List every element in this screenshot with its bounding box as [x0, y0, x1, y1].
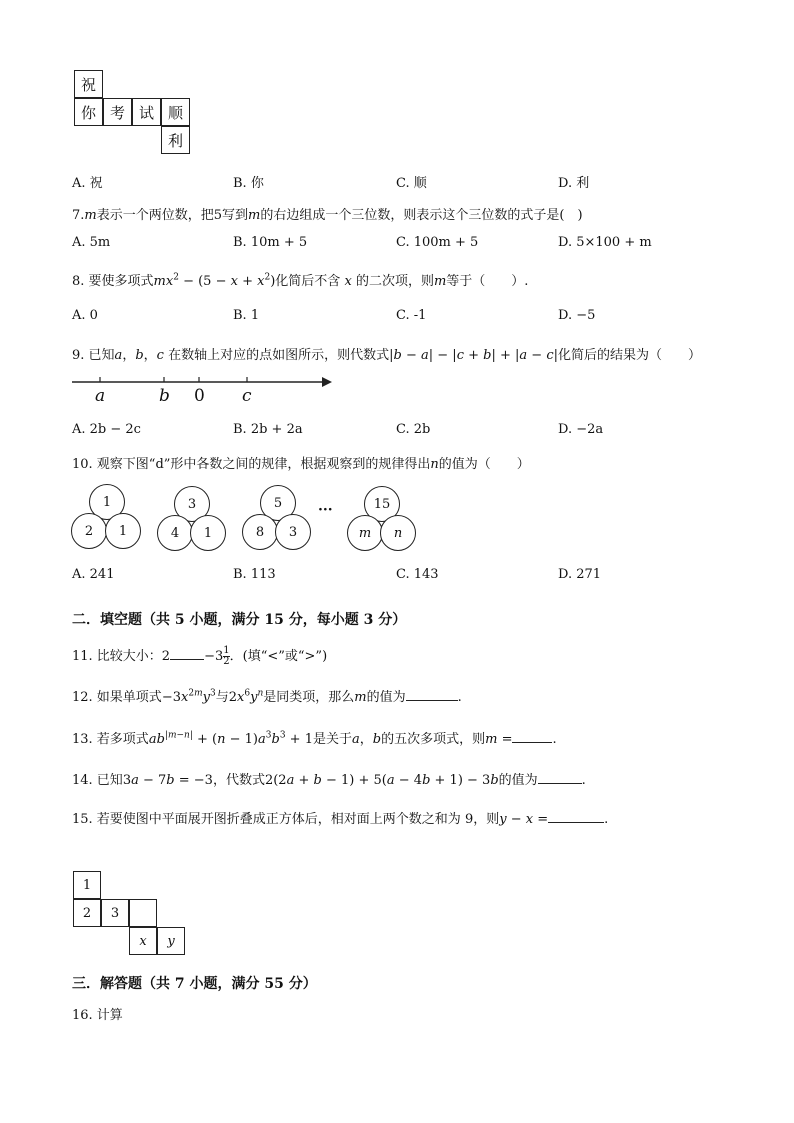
circle-ellipsis: ···	[318, 502, 333, 518]
q10-stem: 10. 观察下图“d”形中各数之间的规律，根据观察到的规律得出n的值为（ ）	[72, 457, 530, 472]
q12-stem: 12. 如果单项式$-3x^{2m}y^3$与$2x^6y^n$是同类项，那么m的值为 .	[72, 688, 462, 705]
circle-2-left: 4	[157, 515, 193, 551]
cube-net-cell-y: y	[157, 927, 185, 955]
circle-1-left: 2	[71, 513, 107, 549]
circle-4-left: m	[347, 515, 383, 551]
q7-option-d: D. 5×100 + m	[558, 235, 652, 250]
q9-option-c: C. 2b	[396, 422, 431, 437]
number-line-label-b: b	[159, 386, 170, 406]
circle-4-right: n	[380, 515, 416, 551]
q16-stem: 16. 计算	[72, 1008, 123, 1023]
q9-option-d: D. −2a	[558, 422, 604, 437]
q10-option-c: C. 143	[396, 567, 439, 582]
q11-stem: 11. 比较大小：2 −3 $\frac{1}{2}$ ．(填“<”或“>”)	[72, 645, 328, 667]
q7-option-c: C. 100m + 5	[396, 235, 479, 250]
q7-option-b: B. 10m + 5	[233, 235, 308, 250]
q6-option-c: C. 顺	[396, 176, 427, 191]
q6-option-d: D. 利	[558, 176, 590, 191]
net-cell-ni: 你	[74, 98, 103, 126]
q10-option-a: A. 241	[72, 567, 115, 582]
q8-option-b: B. 1	[233, 308, 260, 323]
q6-option-b: B. 你	[233, 176, 264, 191]
net-cell-zhu: 祝	[74, 70, 103, 98]
net-cell-shun: 顺	[161, 98, 190, 126]
circle-2-right: 1	[190, 515, 226, 551]
q7-stem: 7.m表示一个两位数，把5写到m的右边组成一个三位数，则表示这个三位数的式子是( )	[72, 208, 583, 223]
q10-option-d: D. 271	[558, 567, 602, 582]
number-line	[70, 372, 340, 412]
q9-option-b: B. 2b + 2a	[233, 422, 303, 437]
cube-net-cell-2: 2	[73, 899, 101, 927]
cube-net-cell-blank	[129, 899, 157, 927]
q8-option-d: D. −5	[558, 308, 596, 323]
q9-stem: 9. 已知a，b，c 在数轴上对应的点如图所示，则代数式|b − a| − |c + b| + |a − c|化简后的结果为（ ）	[72, 348, 702, 363]
net-cell-li: 利	[161, 126, 190, 154]
cube-net-cell-1: 1	[73, 871, 101, 899]
q7-option-a: A. 5m	[72, 235, 111, 250]
number-line-label-a: a	[95, 386, 106, 406]
number-line-label-c: c	[242, 386, 252, 406]
circle-4-top: 15	[364, 486, 400, 522]
cube-net-cell-3: 3	[101, 899, 129, 927]
q10-option-b: B. 113	[233, 567, 276, 582]
q13-stem: 13. 若多项式$ab^{|m-n|} + (n - 1)a^3b^3 + 1$是关于a，b的五次多项式，则m = .	[72, 730, 557, 747]
q14-stem: 14. 已知3a − 7b = −3，代数式2(2a + b − 1) + 5(a − 4b + 1) − 3b的值为 .	[72, 773, 586, 788]
section-2-heading: 二．填空题（共 5 小题，满分 15 分，每小题 3 分）	[72, 612, 407, 628]
q8-option-a: A. 0	[72, 308, 98, 323]
circle-3-top: 5	[260, 485, 296, 521]
circle-1-top: 1	[89, 484, 125, 520]
circle-2-top: 3	[174, 486, 210, 522]
net-cell-shi: 试	[132, 98, 161, 126]
section-3-heading: 三．解答题（共 7 小题，满分 55 分）	[72, 976, 317, 992]
circle-3-left: 8	[242, 514, 278, 550]
q9-option-a: A. 2b − 2c	[72, 422, 141, 437]
circle-1-right: 1	[105, 513, 141, 549]
q8-stem: 8. 要使多项式$mx^2 - (5 - x + x^2)$化简后不含 x 的二次项，则m等于（ ）.	[72, 272, 529, 289]
circle-3-right: 3	[275, 514, 311, 550]
net-cell-kao: 考	[103, 98, 132, 126]
q6-option-a: A. 祝	[72, 176, 103, 191]
number-line-label-zero: 0	[194, 386, 205, 406]
cube-net-cell-x: x	[129, 927, 157, 955]
q15-stem: 15. 若要使图中平面展开图折叠成正方体后，相对面上两个数之和为 9，则y − x = .	[72, 812, 609, 827]
q8-option-c: C. -1	[396, 308, 427, 323]
